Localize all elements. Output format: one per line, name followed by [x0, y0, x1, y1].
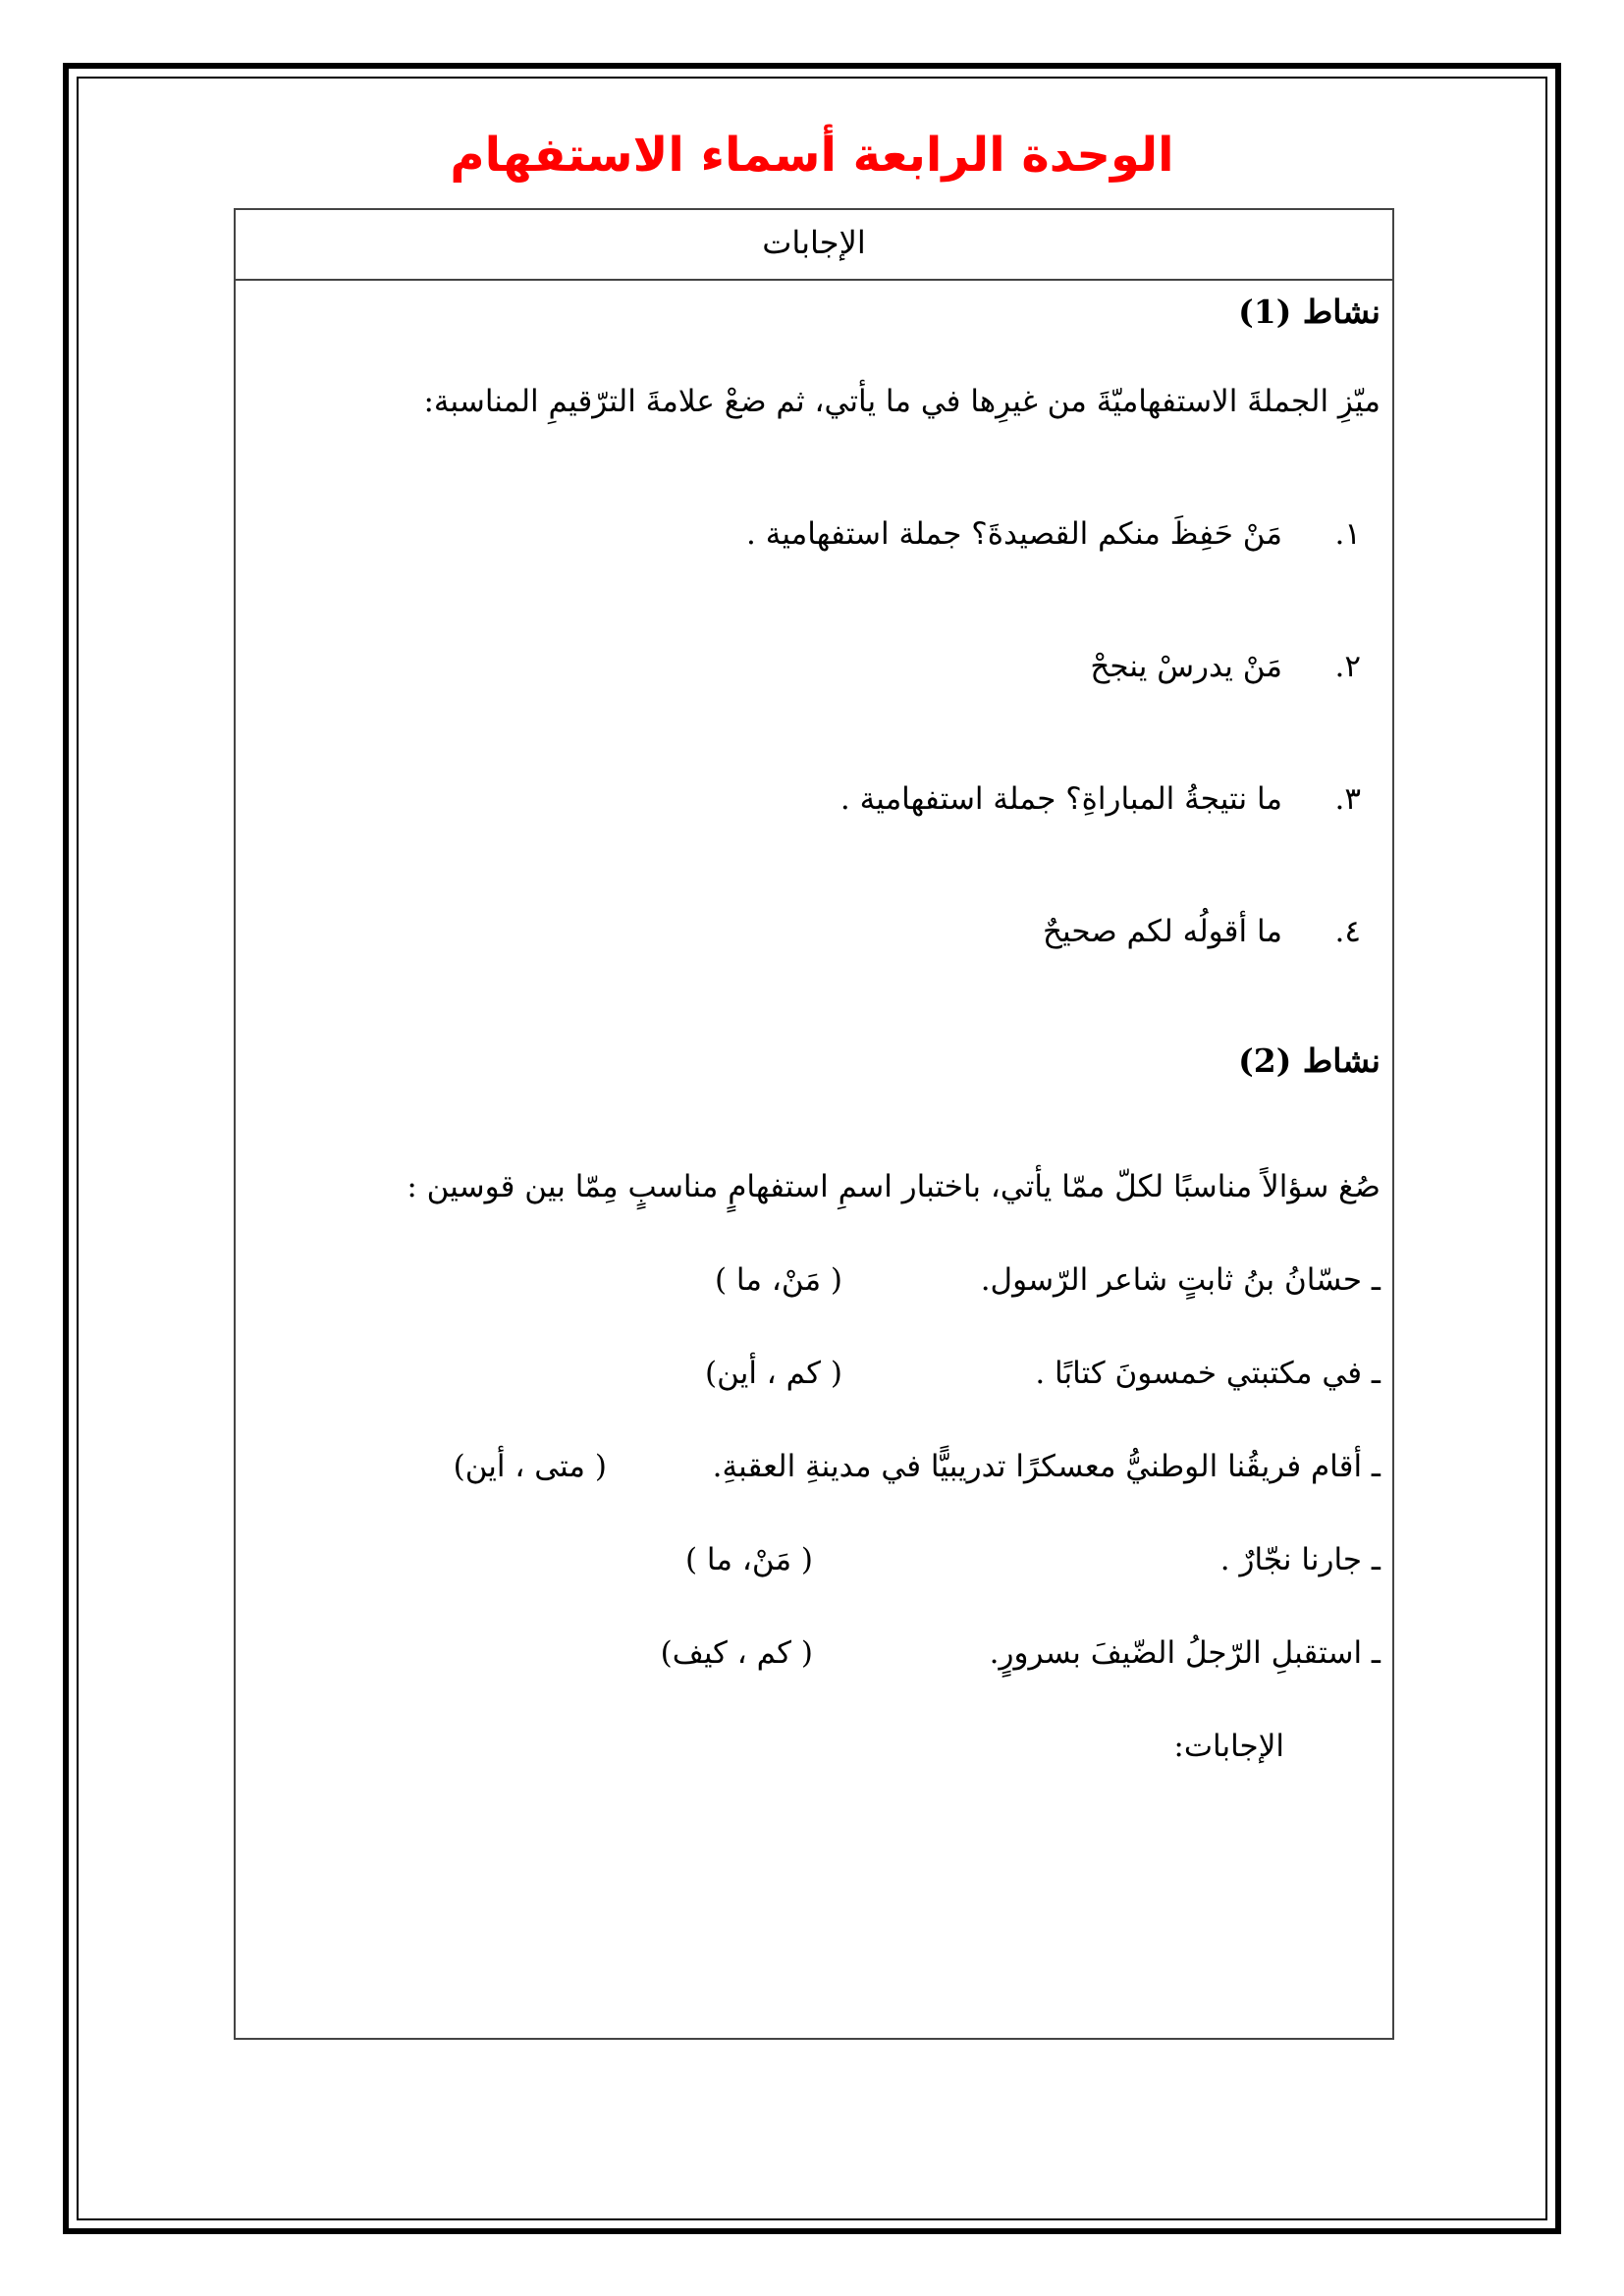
unit-title: الوحدة الرابعة أسماء الاستفهام	[450, 128, 1174, 183]
item-marker: ٢.	[1334, 649, 1361, 684]
item-text: مَنْ حَفِظَ منكم القصيدةَ؟ جملة استفهامية .	[745, 516, 1282, 552]
table-header: الإجابات	[236, 210, 1392, 281]
activity-1-item	[247, 781, 1361, 817]
item-marker: ٣.	[1334, 781, 1361, 817]
activity-2-heading: نشاط (2)	[1238, 1041, 1380, 1080]
activity-2-question: ـ في مكتبتي خمسونَ كتابًا .	[1035, 1356, 1380, 1391]
question-options: ( كم ، كيف)	[660, 1635, 813, 1671]
activity-1-heading: نشاط (1)	[1238, 293, 1380, 331]
activity-1-item	[247, 516, 1361, 552]
item-text: ما أقولُه لكم صحيحٌ	[1042, 914, 1282, 949]
item-marker: ٤.	[1334, 914, 1361, 949]
question-options: ( مَنْ، ما )	[714, 1262, 842, 1298]
activity-1-item	[247, 914, 1361, 949]
item-marker: ١.	[1334, 516, 1361, 552]
activity-2-instruction: صُغ سؤالاً مناسبًا لكلّ ممّا يأتي، باختبار اسمِ استفهامٍ مناسبٍ مِمّا بين قوسين :	[406, 1169, 1380, 1204]
activity-2-question: ـ استقبلِ الرّجلُ الضّيفَ بسرورٍ.	[989, 1635, 1380, 1671]
answers-table	[234, 208, 1394, 2040]
activity-2-question: ـ أقام فريقُنا الوطنيُّ معسكرًا تدريبيًّا في مدينةِ العقبةِ.	[712, 1449, 1380, 1484]
item-text: مَنْ يدرسْ ينجحْ	[1090, 649, 1282, 684]
activity-2-question: ـ جارنا نجّارٌ .	[1219, 1542, 1380, 1577]
activity-2-question: ـ حسّانُ بنُ ثابتٍ شاعر الرّسول.	[980, 1262, 1380, 1298]
question-options: ( متى ، أين)	[453, 1449, 607, 1484]
question-options: ( كم ، أين)	[705, 1356, 842, 1391]
item-text: ما نتيجةُ المباراةِ؟ جملة استفهامية .	[839, 781, 1282, 817]
answers-label: الإجابات:	[1173, 1729, 1284, 1764]
activity-1-item	[247, 649, 1361, 684]
activity-1-instruction: ميّزِ الجملةَ الاستفهاميّةَ من غيرِها في ما يأتي، ثم ضعْ علامةَ الترّقيمِ المناسبة:	[423, 384, 1380, 419]
question-options: ( مَنْ، ما )	[684, 1542, 813, 1577]
